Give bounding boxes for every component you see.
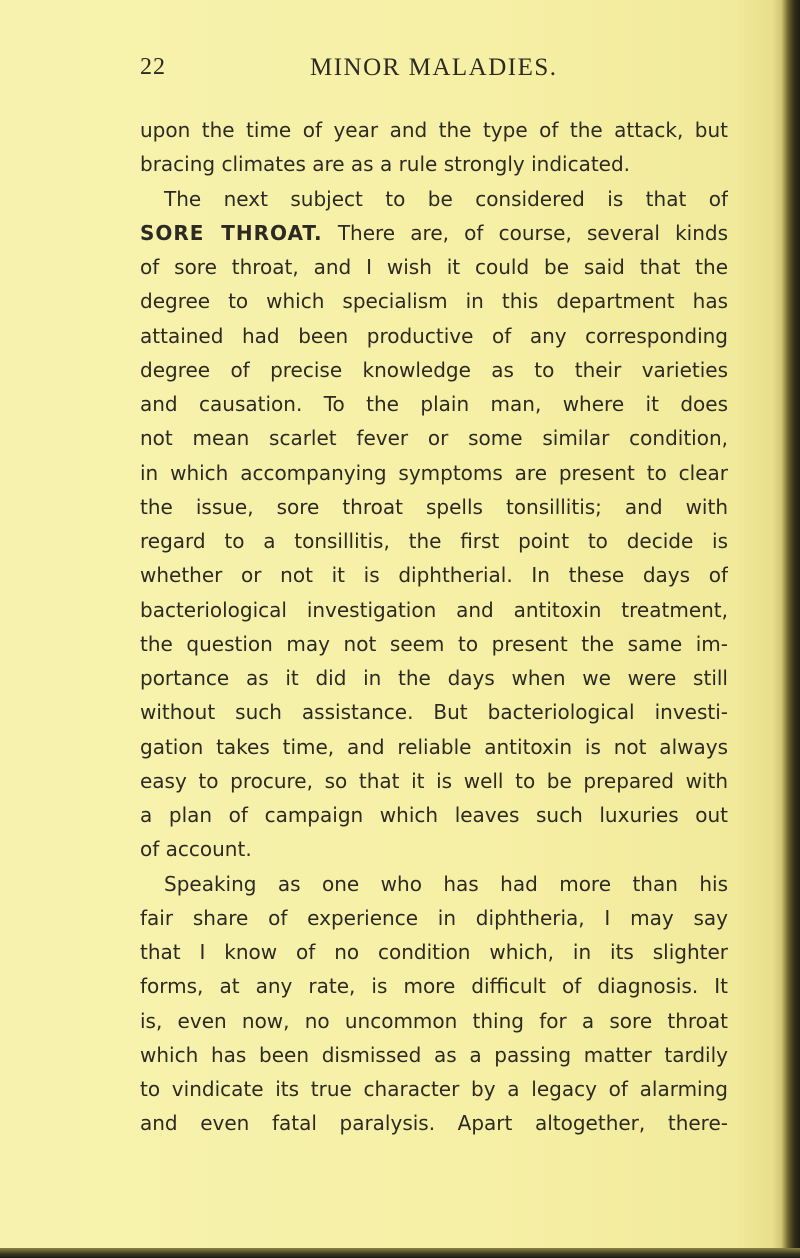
text-line: fair share of experience in diphtheria, I may say xyxy=(140,905,728,930)
text-line: forms, at any rate, is more difficult of diagnosis. It xyxy=(140,974,728,999)
text-line: bracing climates are as a rule strongly indicated. xyxy=(140,152,631,177)
text-line: attained had been productive of any corresponding xyxy=(140,323,728,348)
text-line: that I know of no condition which, in its slighter xyxy=(140,940,728,964)
text-line: to vindicate its true character by a legacy of alarming xyxy=(140,1077,728,1101)
text-line: degree to which specialism in this department has xyxy=(140,289,728,314)
page-bottom-edge xyxy=(0,1248,800,1258)
running-head: MINOR MALADIES. xyxy=(310,54,558,81)
text-line: bacteriological investigation and antitoxin treatment, xyxy=(140,597,728,622)
text-line: is, even now, no uncommon thing for a sore throat xyxy=(140,1008,728,1033)
text-line: gation takes time, and reliable antitoxin is not always xyxy=(140,734,728,759)
text-line: regard to a tonsillitis, the first point to decide is xyxy=(140,529,728,553)
text-line: and causation. To the plain man, where it does xyxy=(140,392,728,416)
text-line: in which accompanying symptoms are present to clear xyxy=(140,460,728,485)
text-line: portance as it did in the days when we were still xyxy=(140,666,728,690)
text-line: of sore throat, and I wish it could be said that the xyxy=(140,255,728,279)
text-line: whether or not it is diphtherial. In these days of xyxy=(140,563,728,588)
sore-throat-heading: SORE THROAT. xyxy=(140,220,323,245)
page-number: 22 xyxy=(140,54,166,80)
text-line: easy to procure, so that it is well to be prepared with xyxy=(140,768,728,793)
text-line: Speaking as one who has had more than his xyxy=(164,871,728,896)
page-edge-binding xyxy=(782,0,800,1258)
text-line: The next subject to be considered is that of xyxy=(164,186,728,211)
page-header xyxy=(140,54,780,94)
text-line: degree of precise knowledge as to their varieties xyxy=(140,357,728,382)
text-line-with-heading xyxy=(140,216,728,250)
text-line: without such assistance. But bacteriological investi- xyxy=(140,700,728,725)
text-line: not mean scarlet fever or some similar condition, xyxy=(140,426,728,451)
text-line: and even fatal paralysis. Apart altogether, there- xyxy=(140,1111,728,1136)
text-line: upon the time of year and the type of the attack, but xyxy=(140,118,728,142)
text-line: the issue, sore throat spells tonsillitis; and with xyxy=(140,494,728,519)
text-line: a plan of campaign which leaves such luxuries out xyxy=(140,803,728,827)
text-line: which has been dismissed as a passing matter tardily xyxy=(140,1042,728,1067)
text-line-rest: There are, of course, several kinds xyxy=(337,220,728,245)
body-text xyxy=(140,113,728,1141)
text-line: the question may not seem to present the same im- xyxy=(140,631,728,656)
text-line: of account. xyxy=(140,837,252,862)
